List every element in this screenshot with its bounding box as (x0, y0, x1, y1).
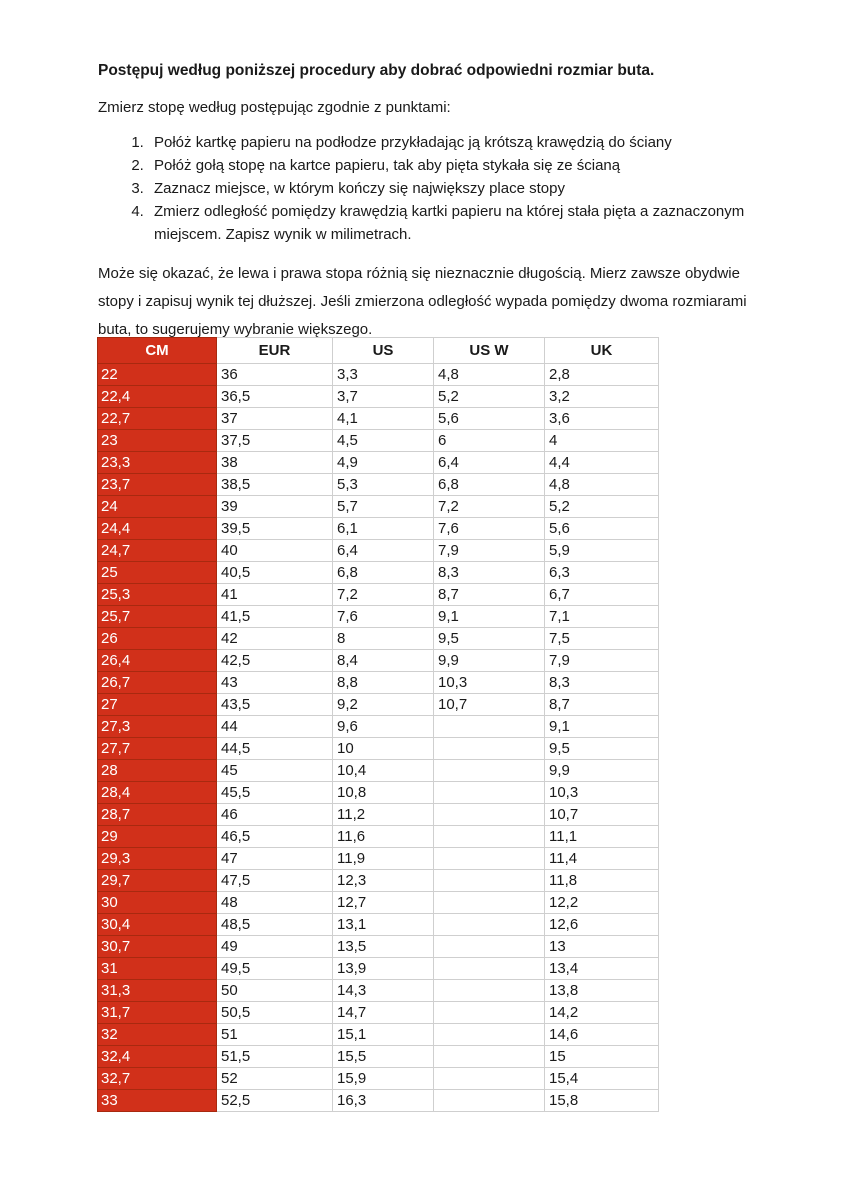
cm-cell: 28,4 (98, 782, 217, 804)
size-cell: 45,5 (217, 782, 333, 804)
header-cm: CM (98, 338, 217, 364)
size-cell: 6,7 (545, 584, 659, 606)
size-cell (434, 914, 545, 936)
table-row (98, 628, 659, 650)
size-cell: 11,4 (545, 848, 659, 870)
size-cell: 6,1 (333, 518, 434, 540)
table-row (98, 782, 659, 804)
table-row (98, 1002, 659, 1024)
size-cell: 46 (217, 804, 333, 826)
cm-cell: 32,4 (98, 1046, 217, 1068)
size-cell (434, 848, 545, 870)
cm-cell: 29,7 (98, 870, 217, 892)
size-cell: 10,3 (434, 672, 545, 694)
size-cell: 9,5 (545, 738, 659, 760)
size-cell: 15,8 (545, 1090, 659, 1112)
size-cell: 10,7 (545, 804, 659, 826)
size-cell: 16,3 (333, 1090, 434, 1112)
size-table-header (98, 338, 659, 364)
size-cell: 3,7 (333, 386, 434, 408)
size-cell: 14,6 (545, 1024, 659, 1046)
size-cell: 15,5 (333, 1046, 434, 1068)
size-cell: 38 (217, 452, 333, 474)
size-cell: 6,8 (434, 474, 545, 496)
table-row (98, 1068, 659, 1090)
size-cell: 4,4 (545, 452, 659, 474)
size-cell (434, 1024, 545, 1046)
size-cell: 4,1 (333, 408, 434, 430)
table-row (98, 760, 659, 782)
cm-cell: 32,7 (98, 1068, 217, 1090)
size-cell: 7,2 (434, 496, 545, 518)
cm-cell: 27,3 (98, 716, 217, 738)
size-cell: 47,5 (217, 870, 333, 892)
table-row (98, 936, 659, 958)
size-cell: 4,9 (333, 452, 434, 474)
size-cell: 52,5 (217, 1090, 333, 1112)
size-cell: 10,7 (434, 694, 545, 716)
size-cell: 13,9 (333, 958, 434, 980)
cm-cell: 22 (98, 364, 217, 386)
size-cell: 10,4 (333, 760, 434, 782)
size-cell: 40,5 (217, 562, 333, 584)
table-row (98, 540, 659, 562)
size-cell: 12,7 (333, 892, 434, 914)
size-cell: 44,5 (217, 738, 333, 760)
step-item: 1. Połóż kartkę papieru na podłodze przykładając ją krótszą krawędzią do ściany (148, 131, 758, 154)
table-row (98, 518, 659, 540)
size-cell: 11,9 (333, 848, 434, 870)
size-cell (434, 782, 545, 804)
table-row (98, 452, 659, 474)
table-row (98, 364, 659, 386)
size-cell (434, 804, 545, 826)
size-conversion-table (97, 337, 659, 1112)
cm-cell: 29 (98, 826, 217, 848)
table-row (98, 738, 659, 760)
table-row (98, 694, 659, 716)
size-cell: 14,3 (333, 980, 434, 1002)
step-item: 2. Połóż gołą stopę na kartce papieru, tak aby pięta stykała się ze ścianą (148, 154, 758, 177)
table-row (98, 606, 659, 628)
table-row (98, 1090, 659, 1112)
size-cell: 7,9 (434, 540, 545, 562)
size-cell: 9,6 (333, 716, 434, 738)
cm-cell: 26,7 (98, 672, 217, 694)
size-cell (434, 870, 545, 892)
cm-cell: 30 (98, 892, 217, 914)
size-cell: 10 (333, 738, 434, 760)
size-cell: 10,8 (333, 782, 434, 804)
size-cell: 11,8 (545, 870, 659, 892)
size-cell: 4,8 (545, 474, 659, 496)
size-cell: 43,5 (217, 694, 333, 716)
size-cell: 42,5 (217, 650, 333, 672)
cm-cell: 29,3 (98, 848, 217, 870)
size-cell (434, 1068, 545, 1090)
table-row (98, 430, 659, 452)
size-cell: 44 (217, 716, 333, 738)
size-cell: 7,2 (333, 584, 434, 606)
size-cell: 13,8 (545, 980, 659, 1002)
size-cell: 36 (217, 364, 333, 386)
step-item: 3. Zaznacz miejsce, w którym kończy się największy place stopy (148, 177, 758, 200)
measurement-steps-list (98, 131, 758, 246)
size-cell: 6 (434, 430, 545, 452)
cm-cell: 23 (98, 430, 217, 452)
size-cell (434, 716, 545, 738)
size-cell: 11,2 (333, 804, 434, 826)
size-cell: 37 (217, 408, 333, 430)
size-cell: 50 (217, 980, 333, 1002)
size-cell: 39 (217, 496, 333, 518)
size-cell: 13 (545, 936, 659, 958)
size-cell: 12,2 (545, 892, 659, 914)
size-cell: 5,2 (434, 386, 545, 408)
table-row (98, 474, 659, 496)
size-cell: 9,5 (434, 628, 545, 650)
size-cell: 6,4 (333, 540, 434, 562)
size-cell: 8,3 (545, 672, 659, 694)
size-cell: 7,6 (333, 606, 434, 628)
size-cell: 15,1 (333, 1024, 434, 1046)
instructions-block (98, 60, 758, 344)
size-cell: 9,9 (434, 650, 545, 672)
size-cell: 6,8 (333, 562, 434, 584)
size-cell: 13,1 (333, 914, 434, 936)
size-cell: 9,9 (545, 760, 659, 782)
size-cell: 8,3 (434, 562, 545, 584)
size-cell: 6,3 (545, 562, 659, 584)
table-row (98, 408, 659, 430)
size-cell: 8 (333, 628, 434, 650)
cm-cell: 26 (98, 628, 217, 650)
table-row (98, 650, 659, 672)
size-cell: 5,7 (333, 496, 434, 518)
header-usw: US W (434, 338, 545, 364)
size-cell: 11,6 (333, 826, 434, 848)
size-cell: 42 (217, 628, 333, 650)
size-cell: 9,2 (333, 694, 434, 716)
size-cell: 2,8 (545, 364, 659, 386)
table-row (98, 386, 659, 408)
size-cell: 46,5 (217, 826, 333, 848)
size-cell: 10,3 (545, 782, 659, 804)
size-cell: 39,5 (217, 518, 333, 540)
size-cell: 50,5 (217, 1002, 333, 1024)
size-cell: 9,1 (545, 716, 659, 738)
note-text: Może się okazać, że lewa i prawa stopa różnią się nieznacznie długością. Mierz zawsze obydwie stopy i zapisuj wynik tej dłuższej. Jeśli zmierzona odległość wypada pomiędzy dwoma rozmiarami buta, to sugerujemy wybranie większego. (98, 265, 747, 338)
size-cell: 48,5 (217, 914, 333, 936)
size-cell: 4,8 (434, 364, 545, 386)
size-table-body (98, 364, 659, 1112)
table-row (98, 804, 659, 826)
table-row (98, 980, 659, 1002)
cm-cell: 22,7 (98, 408, 217, 430)
size-cell: 13,5 (333, 936, 434, 958)
size-cell: 8,4 (333, 650, 434, 672)
size-cell: 37,5 (217, 430, 333, 452)
document-title: Postępuj według poniższej procedury aby dobrać odpowiedni rozmiar buta. (98, 62, 655, 79)
cm-cell: 28,7 (98, 804, 217, 826)
table-row (98, 1024, 659, 1046)
size-cell: 41,5 (217, 606, 333, 628)
size-cell (434, 738, 545, 760)
size-cell: 43 (217, 672, 333, 694)
size-cell (434, 826, 545, 848)
size-cell (434, 958, 545, 980)
size-cell: 5,6 (545, 518, 659, 540)
size-cell: 45 (217, 760, 333, 782)
size-cell: 3,6 (545, 408, 659, 430)
size-cell: 38,5 (217, 474, 333, 496)
size-cell: 52 (217, 1068, 333, 1090)
intro-text: Zmierz stopę według postępując zgodnie z punktami: (98, 99, 451, 116)
table-row (98, 1046, 659, 1068)
size-cell: 47 (217, 848, 333, 870)
size-cell: 13,4 (545, 958, 659, 980)
cm-cell: 30,4 (98, 914, 217, 936)
size-cell: 48 (217, 892, 333, 914)
table-row (98, 892, 659, 914)
size-cell: 7,9 (545, 650, 659, 672)
size-cell: 8,7 (545, 694, 659, 716)
table-row (98, 848, 659, 870)
size-cell: 14,7 (333, 1002, 434, 1024)
table-row (98, 870, 659, 892)
size-cell: 40 (217, 540, 333, 562)
size-cell: 15,9 (333, 1068, 434, 1090)
size-cell: 3,3 (333, 364, 434, 386)
size-cell: 7,6 (434, 518, 545, 540)
table-row (98, 584, 659, 606)
size-cell: 5,3 (333, 474, 434, 496)
table-row (98, 562, 659, 584)
size-cell: 49 (217, 936, 333, 958)
cm-cell: 24,4 (98, 518, 217, 540)
table-row (98, 914, 659, 936)
size-cell: 36,5 (217, 386, 333, 408)
size-cell (434, 1046, 545, 1068)
size-cell (434, 1002, 545, 1024)
size-cell: 8,8 (333, 672, 434, 694)
size-cell (434, 760, 545, 782)
table-row (98, 826, 659, 848)
table-row (98, 672, 659, 694)
size-cell: 15,4 (545, 1068, 659, 1090)
cm-cell: 31 (98, 958, 217, 980)
size-cell (434, 1090, 545, 1112)
cm-cell: 27 (98, 694, 217, 716)
cm-cell: 24 (98, 496, 217, 518)
size-cell (434, 892, 545, 914)
size-cell: 15 (545, 1046, 659, 1068)
step-item: 4. Zmierz odległość pomiędzy krawędzią kartki papieru na której stała pięta a zaznaczonym miejscem. Zapisz wynik w milimetrach. (148, 200, 758, 246)
size-cell (434, 936, 545, 958)
size-cell: 7,5 (545, 628, 659, 650)
cm-cell: 30,7 (98, 936, 217, 958)
size-cell: 14,2 (545, 1002, 659, 1024)
cm-cell: 25 (98, 562, 217, 584)
size-cell: 49,5 (217, 958, 333, 980)
cm-cell: 23,3 (98, 452, 217, 474)
size-cell: 3,2 (545, 386, 659, 408)
cm-cell: 25,7 (98, 606, 217, 628)
size-cell: 12,3 (333, 870, 434, 892)
size-cell: 5,2 (545, 496, 659, 518)
size-cell: 7,1 (545, 606, 659, 628)
table-row (98, 958, 659, 980)
table-row (98, 716, 659, 738)
cm-cell: 27,7 (98, 738, 217, 760)
header-eur: EUR (217, 338, 333, 364)
cm-cell: 22,4 (98, 386, 217, 408)
cm-cell: 24,7 (98, 540, 217, 562)
cm-cell: 33 (98, 1090, 217, 1112)
header-row (98, 338, 659, 364)
size-cell: 11,1 (545, 826, 659, 848)
cm-cell: 31,3 (98, 980, 217, 1002)
size-cell (434, 980, 545, 1002)
header-uk: UK (545, 338, 659, 364)
size-cell: 51 (217, 1024, 333, 1046)
size-cell: 8,7 (434, 584, 545, 606)
size-cell: 5,6 (434, 408, 545, 430)
cm-cell: 28 (98, 760, 217, 782)
cm-cell: 32 (98, 1024, 217, 1046)
cm-cell: 23,7 (98, 474, 217, 496)
cm-cell: 31,7 (98, 1002, 217, 1024)
size-cell: 12,6 (545, 914, 659, 936)
size-cell: 9,1 (434, 606, 545, 628)
cm-cell: 25,3 (98, 584, 217, 606)
size-cell: 41 (217, 584, 333, 606)
size-cell: 5,9 (545, 540, 659, 562)
header-us: US (333, 338, 434, 364)
size-cell: 51,5 (217, 1046, 333, 1068)
table-row (98, 496, 659, 518)
size-cell: 4,5 (333, 430, 434, 452)
cm-cell: 26,4 (98, 650, 217, 672)
size-cell: 6,4 (434, 452, 545, 474)
size-cell: 4 (545, 430, 659, 452)
